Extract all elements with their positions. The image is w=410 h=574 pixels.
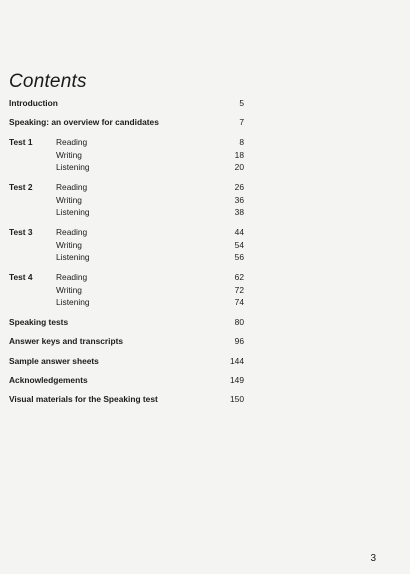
toc-entry-label: Sample answer sheets bbox=[9, 355, 99, 366]
toc-section-label: Test 1 bbox=[9, 136, 33, 147]
toc-subentry-label: Listening bbox=[56, 207, 90, 218]
toc-entry-test-4-listening[interactable] bbox=[9, 296, 244, 309]
toc-entry-test-4-writing[interactable] bbox=[9, 284, 244, 297]
toc-subentry-label: Writing bbox=[56, 239, 82, 250]
toc-section-label: Test 2 bbox=[9, 181, 33, 192]
toc-entry-page: 20 bbox=[234, 162, 244, 173]
toc-entry-page: 18 bbox=[234, 149, 244, 160]
toc-subentry-label: Reading bbox=[56, 226, 88, 237]
toc-entry-test-3-writing[interactable] bbox=[9, 239, 244, 252]
toc-subentry-label: Reading bbox=[56, 271, 88, 282]
toc-subentry-label: Writing bbox=[56, 149, 82, 160]
toc-entry-test-1-reading[interactable] bbox=[9, 136, 244, 149]
toc-entry-page: 149 bbox=[230, 374, 244, 385]
toc-entry-page: 80 bbox=[234, 316, 244, 327]
toc-section-label: Test 3 bbox=[9, 226, 33, 237]
toc-entry-test-2-writing[interactable] bbox=[9, 194, 244, 207]
toc-entry-page: 62 bbox=[234, 271, 244, 282]
toc-subentry-label: Listening bbox=[56, 252, 90, 263]
toc-subentry-label: Listening bbox=[56, 162, 90, 173]
toc-entry-label: Acknowledgements bbox=[9, 374, 88, 385]
toc-entry-page: 7 bbox=[239, 117, 244, 128]
table-of-contents bbox=[9, 97, 244, 406]
toc-entry-page: 8 bbox=[239, 136, 244, 147]
toc-subentry-label: Writing bbox=[56, 194, 82, 205]
toc-entry-sample-answer-sheets[interactable] bbox=[9, 355, 244, 368]
toc-entry-speaking-tests[interactable] bbox=[9, 316, 244, 329]
page-number: 3 bbox=[370, 553, 376, 564]
toc-entry-label: Introduction bbox=[9, 98, 58, 108]
toc-entry-answer-keys[interactable] bbox=[9, 335, 244, 348]
toc-entry-page: 96 bbox=[234, 336, 244, 347]
toc-entry-speaking-overview[interactable] bbox=[9, 116, 244, 129]
toc-entry-page: 38 bbox=[234, 207, 244, 218]
toc-entry-page: 72 bbox=[234, 284, 244, 295]
toc-subentry-label: Writing bbox=[56, 284, 82, 295]
toc-entry-label: Speaking tests bbox=[9, 316, 69, 327]
toc-entry-test-3-reading[interactable] bbox=[9, 226, 244, 239]
toc-entry-page: 26 bbox=[234, 181, 244, 192]
toc-entry-label: Visual materials for the Speaking test bbox=[9, 394, 158, 405]
toc-entry-test-4-reading[interactable] bbox=[9, 271, 244, 284]
toc-entry-page: 36 bbox=[234, 194, 244, 205]
toc-entry-label: Speaking: an overview for candidates bbox=[9, 117, 159, 128]
toc-entry-test-3-listening[interactable] bbox=[9, 251, 244, 264]
toc-subentry-label: Reading bbox=[56, 136, 88, 147]
toc-entry-page: 54 bbox=[234, 239, 244, 250]
toc-entry-page: 144 bbox=[230, 355, 244, 366]
toc-entry-page: 150 bbox=[230, 394, 244, 405]
toc-entry-label: Answer keys and transcripts bbox=[9, 336, 124, 347]
toc-entry-test-2-listening[interactable] bbox=[9, 206, 244, 219]
toc-entry-acknowledgements[interactable] bbox=[9, 374, 244, 387]
toc-subentry-label: Reading bbox=[56, 181, 88, 192]
toc-entry-page: 56 bbox=[234, 252, 244, 263]
toc-entry-introduction[interactable] bbox=[9, 97, 244, 110]
toc-subentry-label: Listening bbox=[56, 297, 90, 308]
toc-entry-test-2-reading[interactable] bbox=[9, 181, 244, 194]
toc-section-label: Test 4 bbox=[9, 271, 33, 282]
toc-entry-visual-materials[interactable] bbox=[9, 393, 244, 406]
toc-entry-page: 74 bbox=[234, 297, 244, 308]
toc-entry-test-1-listening[interactable] bbox=[9, 161, 244, 174]
page-title: Contents bbox=[9, 70, 87, 92]
toc-entry-page: 5 bbox=[239, 98, 244, 108]
toc-entry-page: 44 bbox=[234, 226, 244, 237]
toc-entry-test-1-writing[interactable] bbox=[9, 149, 244, 162]
